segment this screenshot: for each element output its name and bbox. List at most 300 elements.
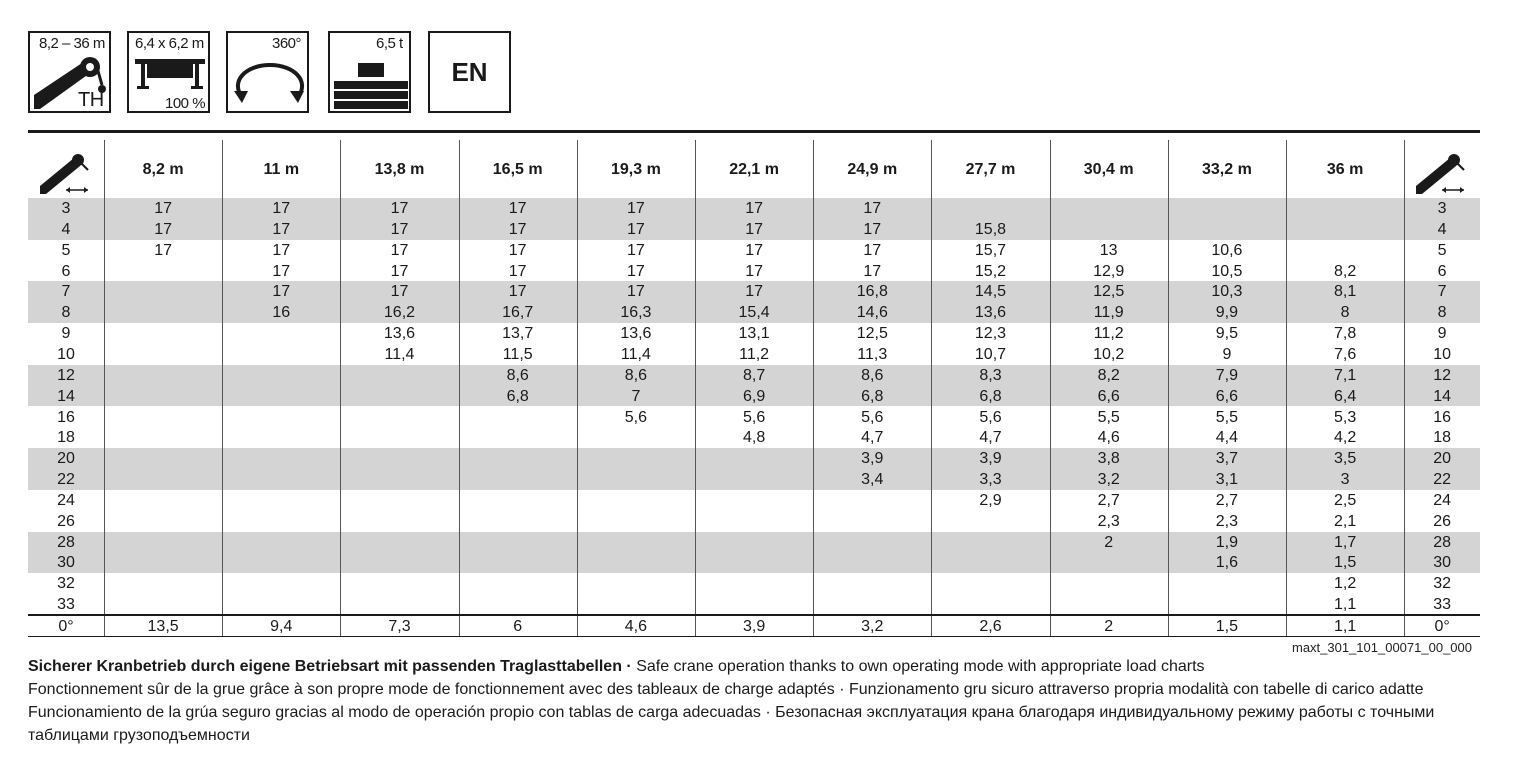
load-cell <box>695 490 813 511</box>
boom-length-label: 8,2 – 36 m <box>39 35 105 52</box>
load-cell: 12,9 <box>1093 262 1125 280</box>
column-header: 11 m <box>263 161 300 178</box>
load-cell <box>1050 219 1168 240</box>
load-cell: 6,4 <box>1333 387 1357 405</box>
load-cell: 6,6 <box>1215 387 1239 405</box>
load-cell <box>340 532 458 553</box>
load-cell <box>104 365 222 386</box>
load-cell: 6,8 <box>506 387 529 405</box>
load-cell: 3,3 <box>979 471 1002 489</box>
load-cell: 7,8 <box>1333 325 1357 343</box>
load-cell <box>222 323 340 344</box>
load-cell: 7,9 <box>1215 366 1239 384</box>
load-cell <box>222 386 340 407</box>
load-cell <box>577 469 695 490</box>
load-cell <box>931 573 1049 594</box>
load-cell: 17 <box>745 283 763 301</box>
radius-cell: 18 <box>57 429 75 447</box>
load-cell: 17 <box>745 262 763 280</box>
load-cell: 8,2 <box>1097 366 1120 384</box>
load-cell: 17 <box>390 283 409 301</box>
load-cell <box>1050 198 1168 219</box>
load-cell: 15,7 <box>974 241 1007 259</box>
column-header: 16,5 m <box>492 161 543 178</box>
load-cell: 3,9 <box>861 450 884 468</box>
load-cell: 5,5 <box>1215 408 1239 426</box>
load-cell <box>577 511 695 532</box>
load-cell: 17 <box>390 262 409 280</box>
load-cell: 12,5 <box>1093 283 1125 301</box>
table-row <box>28 448 1480 469</box>
column-divider <box>340 140 341 636</box>
load-cell: 17 <box>508 200 527 217</box>
load-cell: 8,6 <box>861 366 884 384</box>
load-cell <box>1168 573 1286 594</box>
load-cell <box>222 344 340 365</box>
load-cell: 7 <box>631 387 641 405</box>
load-cell <box>931 532 1049 553</box>
load-cell <box>104 490 222 511</box>
load-cell: 11,2 <box>1093 325 1124 343</box>
load-cell: 4,4 <box>1215 429 1239 447</box>
load-cell <box>104 281 222 302</box>
load-cell <box>222 490 340 511</box>
radius-cell: 5 <box>61 241 71 259</box>
outrigger-label: 6,4 x 6,2 m <box>135 35 204 52</box>
load-cell <box>104 261 222 282</box>
load-cell: 5,6 <box>979 408 1002 426</box>
load-cell: 2,7 <box>1215 491 1239 509</box>
load-cell <box>695 511 813 532</box>
radius-cell: 12 <box>57 366 75 384</box>
load-cell: 3,1 <box>1215 471 1239 489</box>
load-cell <box>459 573 577 594</box>
radius-cell: 22 <box>57 471 75 489</box>
load-cell: 1,2 <box>1333 575 1357 593</box>
load-cell: 17 <box>272 262 291 280</box>
load-cell: 13,6 <box>620 325 652 343</box>
table-row <box>28 427 1480 448</box>
reference-code: maxt_301_101_00071_00_000 <box>1291 640 1472 655</box>
load-cell: 17 <box>390 241 409 259</box>
radius-cell-right: 20 <box>1433 450 1451 468</box>
load-cell: 17 <box>508 241 527 259</box>
load-cell: 17 <box>626 241 645 259</box>
counterweight-icon <box>328 31 411 113</box>
load-cell: 2,9 <box>979 491 1002 509</box>
load-cell <box>104 552 222 573</box>
load-cell: 17 <box>626 200 645 217</box>
load-cell <box>695 532 813 553</box>
table-row <box>28 281 1480 302</box>
standard-en-icon <box>428 31 511 113</box>
table-row <box>28 490 1480 511</box>
load-cell <box>1286 240 1404 261</box>
load-cell: 2 <box>1104 618 1114 635</box>
radius-cell: 6 <box>61 262 71 280</box>
table-row <box>28 594 1480 615</box>
load-cell: 17 <box>626 220 645 238</box>
boom-type-label: TH <box>78 89 104 111</box>
load-cell: 17 <box>272 200 291 217</box>
load-cell <box>340 573 458 594</box>
load-cell: 1,1 <box>1333 596 1357 614</box>
load-cell: 16,7 <box>502 304 534 322</box>
column-header: 19,3 m <box>610 161 661 178</box>
table-row <box>28 552 1480 573</box>
load-cell <box>1050 573 1168 594</box>
table-row <box>28 365 1480 386</box>
load-cell: 6,8 <box>979 387 1002 405</box>
radius-cell-right: 32 <box>1433 575 1451 593</box>
load-cell: 17 <box>745 241 763 259</box>
radius-cell-right: 3 <box>1437 200 1447 217</box>
load-cell: 1,9 <box>1215 533 1239 551</box>
load-cell <box>222 427 340 448</box>
load-cell <box>695 573 813 594</box>
radius-cell-right: 22 <box>1433 471 1451 489</box>
load-cell: 4,7 <box>861 429 884 447</box>
radius-cell: 14 <box>57 387 75 405</box>
column-divider <box>1168 140 1169 636</box>
load-cell: 12,3 <box>974 325 1007 343</box>
radius-cell-right: 0° <box>1434 618 1450 635</box>
load-cell <box>695 594 813 615</box>
load-cell: 7,1 <box>1333 366 1357 384</box>
load-cell <box>577 490 695 511</box>
boom-length-icon <box>28 31 111 113</box>
radius-cell: 10 <box>57 345 75 363</box>
table-row <box>28 532 1480 553</box>
load-cell: 1,7 <box>1333 533 1357 551</box>
load-cell: 3,4 <box>861 471 884 489</box>
slew-360-icon <box>226 31 309 113</box>
load-cell: 4,6 <box>624 618 648 635</box>
load-cell <box>104 594 222 615</box>
column-divider <box>222 140 223 636</box>
column-header: 30,4 m <box>1083 161 1134 178</box>
load-cell: 1,6 <box>1215 554 1239 572</box>
radius-cell: 7 <box>61 283 71 301</box>
load-cell: 4,2 <box>1333 429 1357 447</box>
load-cell: 17 <box>863 241 882 259</box>
load-cell <box>104 386 222 407</box>
load-cell <box>1168 219 1286 240</box>
load-cell <box>577 427 695 448</box>
load-cell: 6,8 <box>861 387 884 405</box>
load-cell <box>813 573 931 594</box>
radius-cell-right: 4 <box>1437 220 1447 238</box>
table-row <box>28 386 1480 407</box>
load-cell: 9,5 <box>1215 325 1239 343</box>
load-cell: 9,4 <box>270 618 293 635</box>
load-cell <box>104 573 222 594</box>
load-cell: 3,9 <box>979 450 1002 468</box>
radius-cell-right: 24 <box>1433 491 1451 509</box>
load-cell <box>813 490 931 511</box>
load-cell: 13,1 <box>738 325 770 343</box>
load-cell: 4,6 <box>1097 429 1120 447</box>
load-cell <box>222 511 340 532</box>
load-cell: 4,7 <box>979 429 1002 447</box>
table-row <box>28 323 1480 344</box>
load-cell <box>1050 594 1168 615</box>
load-cell <box>340 407 458 428</box>
load-cell <box>459 594 577 615</box>
load-cell: 14,6 <box>856 304 888 322</box>
load-cell: 17 <box>508 283 527 301</box>
load-cell <box>222 594 340 615</box>
load-cell <box>695 552 813 573</box>
outrigger-percent: 100 % <box>165 95 206 112</box>
load-cell: 16,8 <box>856 283 888 301</box>
table-row <box>28 219 1480 240</box>
load-cell: 13,6 <box>383 325 416 343</box>
table-row <box>28 198 1480 219</box>
load-cell <box>340 365 458 386</box>
load-cell <box>459 448 577 469</box>
radius-boom-icon <box>38 146 92 196</box>
caption-bold: Sicherer Kranbetrieb durch eigene Betriebsart mit passenden Traglasttabellen · <box>28 658 632 675</box>
zero-degree-row <box>28 616 1480 636</box>
load-cell: 13 <box>1099 241 1118 259</box>
load-cell: 8,7 <box>742 366 766 384</box>
load-cell <box>340 552 458 573</box>
load-cell <box>931 198 1049 219</box>
load-cell <box>813 532 931 553</box>
radius-cell-right: 12 <box>1433 366 1451 384</box>
load-cell <box>222 532 340 553</box>
load-cell: 17 <box>863 220 882 238</box>
load-cell: 17 <box>508 262 527 280</box>
load-cell: 3 <box>1340 471 1350 489</box>
load-cell <box>577 552 695 573</box>
load-cell: 17 <box>154 200 172 217</box>
load-cell: 1,5 <box>1215 618 1239 635</box>
load-cell: 5,3 <box>1333 408 1357 426</box>
load-cell <box>222 573 340 594</box>
load-cell: 3,9 <box>742 618 766 635</box>
load-cell <box>813 594 931 615</box>
radius-cell-right: 10 <box>1433 345 1451 363</box>
load-cell <box>222 407 340 428</box>
table-row <box>28 240 1480 261</box>
radius-cell: 26 <box>57 512 75 530</box>
load-cell <box>340 386 458 407</box>
load-cell: 11,4 <box>620 345 651 363</box>
load-cell: 16,2 <box>383 304 416 322</box>
load-cell <box>577 573 695 594</box>
table-row <box>28 616 1480 637</box>
load-cell: 10,3 <box>1211 283 1243 301</box>
load-cell <box>459 511 577 532</box>
load-cell <box>695 448 813 469</box>
load-cell: 3,8 <box>1097 450 1120 468</box>
radius-cell-right: 8 <box>1437 304 1447 322</box>
load-cell: 16,3 <box>620 304 652 322</box>
load-cell: 3,2 <box>861 618 884 635</box>
load-cell <box>813 552 931 573</box>
caption-line1: Safe crane operation thanks to own operating mode with appropriate load charts <box>631 658 1205 675</box>
load-cell: 8,1 <box>1333 283 1357 301</box>
load-cell <box>459 427 577 448</box>
load-cell: 17 <box>626 283 645 301</box>
load-cell: 1,5 <box>1333 554 1357 572</box>
load-cell <box>1050 552 1168 573</box>
load-cell: 6,9 <box>742 387 766 405</box>
load-cell: 10,5 <box>1211 262 1243 280</box>
load-cell <box>459 532 577 553</box>
radius-boom-icon-right <box>1414 146 1468 196</box>
radius-cell: 4 <box>61 220 71 238</box>
caption-line2: Fonctionnement sûr de la grue grâce à son propre mode de fonctionnement avec des tableaux de charge adaptés · Funzionamento gru sicuro attraverso propria modalità con tabelle di carico adatte <box>28 681 1424 698</box>
load-cell: 9,9 <box>1215 304 1239 322</box>
load-cell <box>340 490 458 511</box>
column-divider <box>695 140 696 636</box>
load-cell <box>104 427 222 448</box>
foot-rule <box>28 636 1480 637</box>
load-cell: 7,3 <box>388 618 411 635</box>
radius-cell-right: 28 <box>1433 533 1451 551</box>
column-divider <box>931 140 932 636</box>
load-cell <box>459 407 577 428</box>
radius-cell: 32 <box>57 575 75 593</box>
load-cell: 17 <box>272 241 291 259</box>
radius-cell-right: 6 <box>1437 262 1447 280</box>
load-cell <box>104 323 222 344</box>
load-cell: 8,2 <box>1333 262 1357 280</box>
load-cell: 12,5 <box>856 325 888 343</box>
load-cell: 2,1 <box>1333 512 1357 530</box>
radius-cell: 30 <box>57 554 75 572</box>
load-cell <box>104 407 222 428</box>
load-cell: 17 <box>863 262 882 280</box>
load-cell: 15,2 <box>974 262 1007 280</box>
load-cell: 13,7 <box>502 325 534 343</box>
load-cell: 11,9 <box>1093 304 1124 322</box>
load-cell <box>222 365 340 386</box>
radius-cell: 3 <box>61 200 71 217</box>
load-cell: 15,8 <box>974 220 1007 238</box>
column-header: 24,9 m <box>847 161 898 178</box>
load-cell: 5,5 <box>1097 408 1120 426</box>
load-cell: 11,3 <box>857 345 888 363</box>
load-cell: 8 <box>1340 304 1350 322</box>
load-cell <box>104 302 222 323</box>
load-cell <box>222 448 340 469</box>
load-cell: 17 <box>390 220 409 238</box>
load-cell <box>459 490 577 511</box>
load-cell: 4,8 <box>742 429 766 447</box>
load-cell: 17 <box>863 200 882 217</box>
radius-cell-right: 30 <box>1433 554 1451 572</box>
slew-label: 360° <box>272 35 302 52</box>
radius-cell-right: 26 <box>1433 512 1451 530</box>
load-cell <box>222 469 340 490</box>
table-row <box>28 407 1480 428</box>
load-cell <box>340 427 458 448</box>
radius-cell-right: 5 <box>1437 241 1447 259</box>
load-cell <box>104 532 222 553</box>
load-cell: 17 <box>272 220 291 238</box>
load-cell: 17 <box>154 220 172 238</box>
counterweight-label: 6,5 t <box>376 35 403 52</box>
load-cell <box>1168 198 1286 219</box>
radius-cell-right: 18 <box>1433 429 1451 447</box>
column-header: 36 m <box>1326 161 1364 178</box>
load-cell <box>104 511 222 532</box>
load-cell: 17 <box>154 241 172 259</box>
load-cell: 17 <box>508 220 527 238</box>
load-cell <box>459 552 577 573</box>
radius-cell: 24 <box>57 491 75 509</box>
load-cell <box>340 469 458 490</box>
load-cell <box>459 469 577 490</box>
caption-line4: таблицами грузоподъемности <box>28 727 250 744</box>
radius-cell: 8 <box>61 304 71 322</box>
outrigger-icon <box>127 31 210 113</box>
table-row <box>28 573 1480 594</box>
load-cell: 10,7 <box>974 345 1007 363</box>
load-cell <box>340 511 458 532</box>
load-cell: 11,5 <box>502 345 533 363</box>
caption <box>28 655 1488 747</box>
load-cell: 3,7 <box>1215 450 1239 468</box>
load-cell: 5,6 <box>624 408 648 426</box>
radius-cell: 33 <box>57 596 75 614</box>
radius-cell: 16 <box>57 408 75 426</box>
load-cell <box>813 511 931 532</box>
load-cell: 6,6 <box>1097 387 1120 405</box>
load-cell: 8,6 <box>506 366 529 384</box>
load-cell <box>222 552 340 573</box>
load-cell: 3,2 <box>1097 471 1120 489</box>
load-cell: 1,1 <box>1333 618 1357 635</box>
table-header <box>28 140 1480 198</box>
load-cell <box>340 594 458 615</box>
load-cell <box>931 552 1049 573</box>
load-cell: 5,6 <box>861 408 884 426</box>
load-cell: 17 <box>390 200 409 217</box>
load-cell: 14,5 <box>974 283 1007 301</box>
load-cell: 17 <box>272 283 291 301</box>
radius-cell-right: 33 <box>1433 596 1451 614</box>
load-cell <box>1286 219 1404 240</box>
load-cell <box>577 532 695 553</box>
radius-cell-right: 14 <box>1433 387 1451 405</box>
column-divider <box>813 140 814 636</box>
load-cell: 11,2 <box>739 345 770 363</box>
load-cell <box>104 344 222 365</box>
column-divider <box>577 140 578 636</box>
load-cell <box>931 511 1049 532</box>
load-cell: 2,6 <box>979 618 1002 635</box>
column-divider <box>459 140 460 636</box>
load-cell: 8,6 <box>624 366 648 384</box>
load-cell: 16 <box>272 304 291 322</box>
radius-cell-right: 7 <box>1437 283 1447 301</box>
load-cell: 17 <box>745 200 763 217</box>
load-cell: 9 <box>1222 345 1232 363</box>
column-divider <box>1286 140 1287 636</box>
load-cell: 2,3 <box>1097 512 1120 530</box>
load-cell <box>1168 594 1286 615</box>
standard-en-label: EN <box>451 57 488 87</box>
load-cell: 15,4 <box>738 304 770 322</box>
radius-cell-right: 9 <box>1437 325 1447 343</box>
load-cell <box>931 594 1049 615</box>
column-header: 13,8 m <box>374 161 425 178</box>
